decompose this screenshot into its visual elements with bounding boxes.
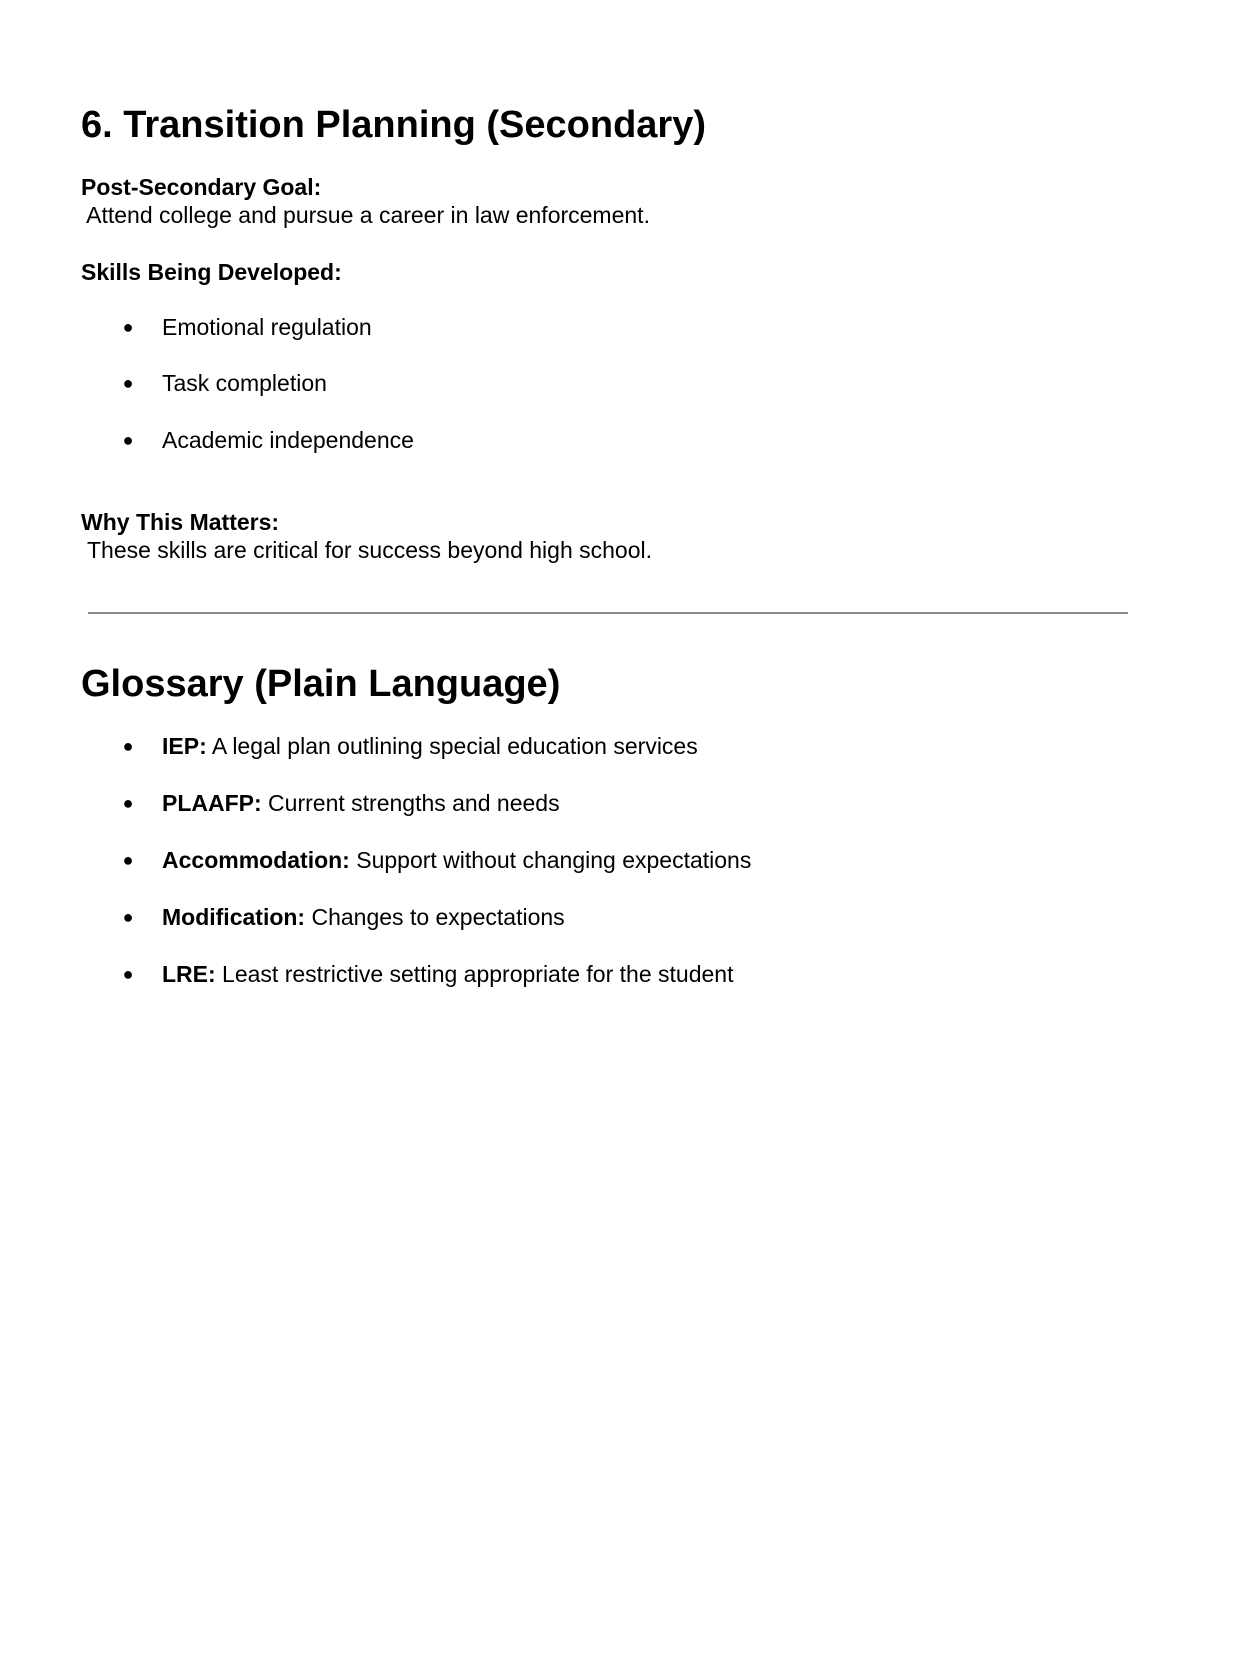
post-secondary-goal-text: Attend college and pursue a career in law enforcement. (81, 202, 650, 228)
section-title-glossary: Glossary (Plain Language) (81, 663, 561, 705)
glossary-item (0, 902, 1234, 932)
skill-list-item (0, 312, 1234, 342)
why-this-matters-label: Why This Matters: (81, 509, 280, 535)
skill-text: Task completion (162, 370, 327, 396)
bullet-icon: ● (122, 964, 134, 984)
skill-text: Academic independence (162, 427, 414, 453)
glossary-definition: A legal plan outlining special education services (206, 733, 698, 759)
glossary-definition: Support without changing expectations (349, 847, 752, 873)
glossary-entry (162, 731, 698, 761)
glossary-term: Accommodation: (162, 847, 350, 873)
skill-list-item (0, 425, 1234, 455)
glossary-entry (162, 788, 560, 818)
glossary-entry (162, 845, 751, 875)
bullet-icon: ● (122, 793, 134, 813)
bullet-icon: ● (122, 373, 134, 393)
post-secondary-goal-label: Post-Secondary Goal: (81, 174, 322, 200)
horizontal-divider (88, 612, 1128, 614)
glossary-term: PLAAFP: (162, 790, 262, 816)
glossary-item (0, 845, 1234, 875)
glossary-term: Modification: (162, 904, 306, 930)
glossary-item (0, 959, 1234, 989)
section-title-transition-planning: 6. Transition Planning (Secondary) (81, 104, 706, 146)
skill-text: Emotional regulation (162, 314, 372, 340)
why-this-matters-text: These skills are critical for success beyond high school. (81, 537, 653, 563)
bullet-icon: ● (122, 430, 134, 450)
glossary-term: IEP: (162, 733, 207, 759)
glossary-entry (162, 902, 565, 932)
skills-being-developed-label: Skills Being Developed: (81, 259, 342, 285)
glossary-item (0, 731, 1234, 761)
glossary-definition: Current strengths and needs (261, 790, 560, 816)
bullet-icon: ● (122, 317, 134, 337)
bullet-icon: ● (122, 907, 134, 927)
glossary-definition: Least restrictive setting appropriate for the student (215, 961, 734, 987)
skill-list-item (0, 368, 1234, 398)
glossary-entry (162, 959, 733, 989)
bullet-icon: ● (122, 850, 134, 870)
glossary-item (0, 788, 1234, 818)
bullet-icon: ● (122, 736, 134, 756)
glossary-definition: Changes to expectations (305, 904, 565, 930)
glossary-term: LRE: (162, 961, 216, 987)
